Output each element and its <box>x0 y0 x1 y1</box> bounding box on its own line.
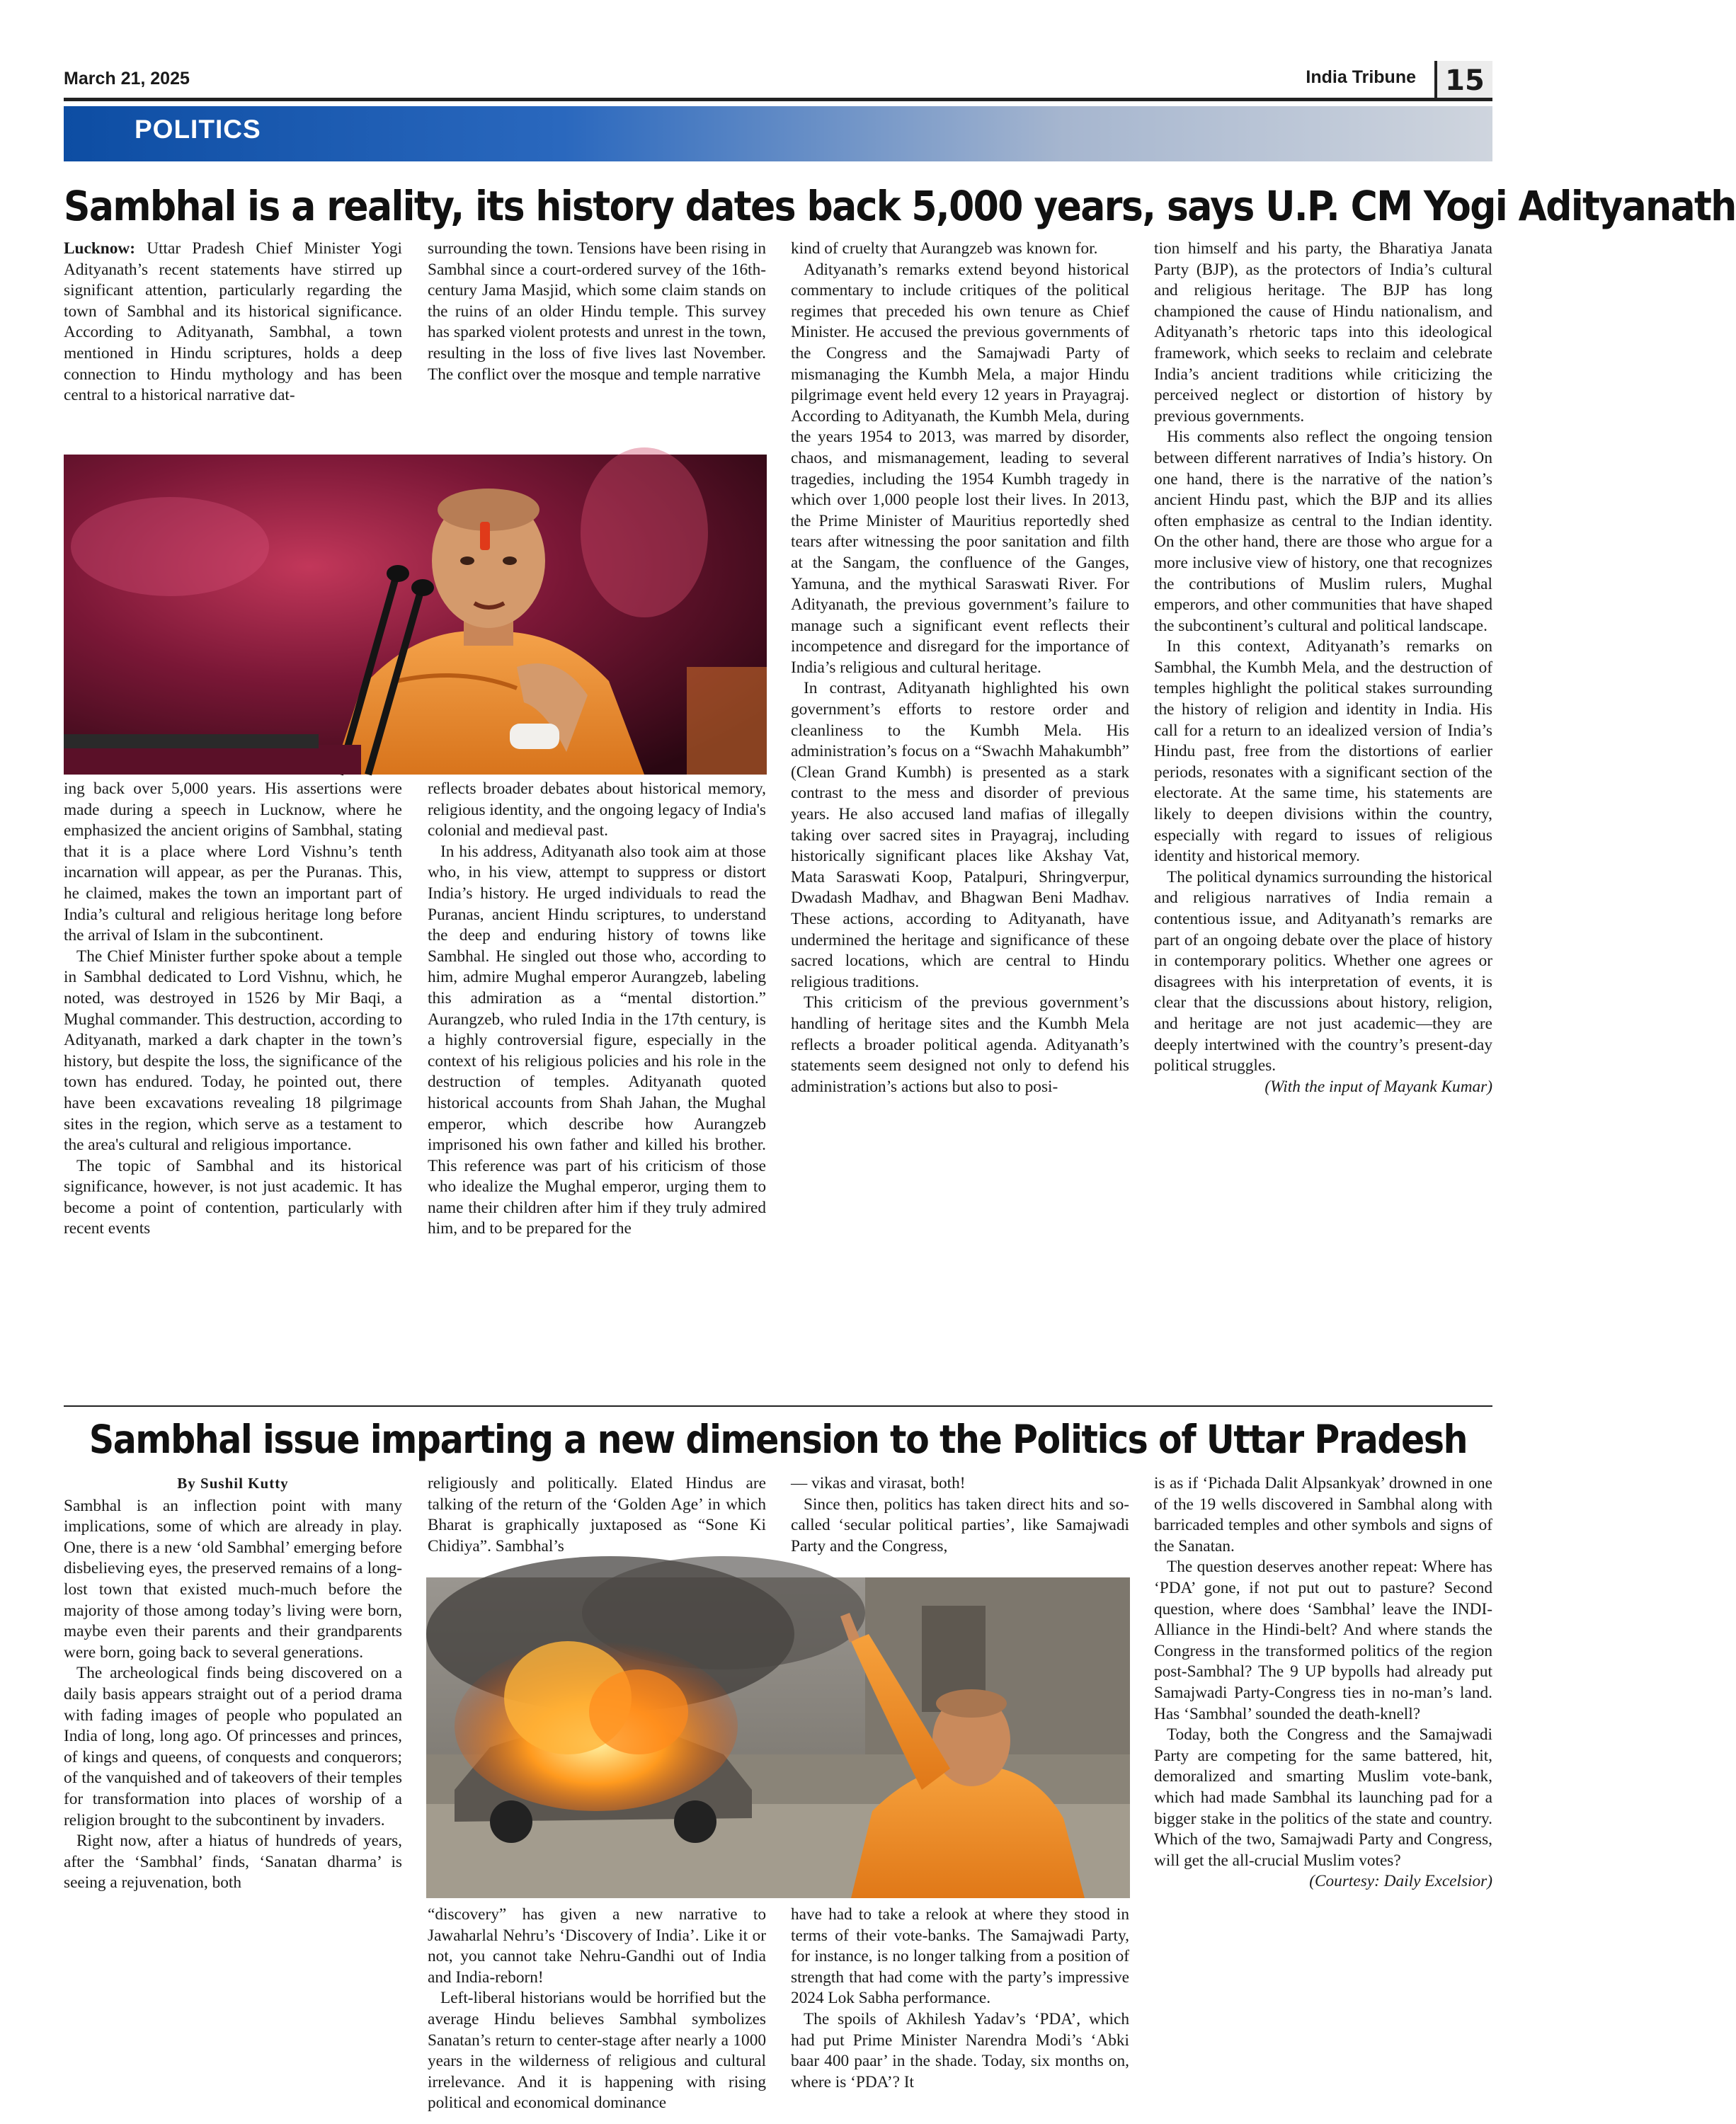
article2-photo-burning-car <box>426 1577 1130 1898</box>
section-banner <box>64 106 1492 161</box>
paragraph: surrounding the town. Tensions have been rising in Sambhal since a court-ordered survey of the 16th-century Jama Masjid, which some claim stands on the ruins of an older Hindu temple. This survey has sparked violent protests and unrest in the town, resulting in the loss of five lives last November. The conflict over the mosque and temple narrative <box>428 239 766 384</box>
paragraph: In contrast, Adityanath highlighted his own government’s efforts to restore order and cleanliness to the Kumbh Mela. His administration’s focus on a “Swachh Mahakumbh” (Clean Grand Kumbh) is presented as a stark contrast to the mess and disorder of previous years. He also accused land mafias of illegally taking over sacred sites in Prayagraj, including historically significant places like Akshay Vat, Mata Saraswati Koop, Patalpuri, Shringverpur, Dwadash Madhav, and Bhagwan Beni Madhav. These actions, according to Adityanath, have undermined the heritage and significance of these sacred locations, which are central to Hindu religious traditions. <box>791 679 1129 991</box>
paragraph: The Chief Minister further spoke about a temple in Sambhal dedicated to Lord Vishnu, which, he noted, was destroyed in 1526 by Mir Baqi, a Mughal commander. This destruction, according to Adityanath, marked a dark chapter in the town’s history, but despite the loss, the significance of the town has endured. Today, he pointed out, there have been excavations revealing 18 pilgrimage sites in the region, which serve as a testament to the area's cultural and religious importance. <box>64 947 402 1155</box>
article-separator <box>64 1405 1492 1407</box>
paragraph: Adityanath’s remarks extend beyond historical commentary to include critiques of the political regimes that preceded his own tenure as Chief Minister. He accused the previous governments of the Congress and the Samajwadi Party of mismanaging the Kumbh Mela, a major Hindu pilgrimage event held every 12 years in Prayagraj. According to Adityanath, the Kumbh Mela, during the years 1954 to 2013, was marred by disorder, chaos, and mismanagement, leading to several tragedies, including the 1954 Kumbh tragedy in which over 1,000 people lost their lives. In 2013, the Prime Minister of Mauritius reportedly shed tears after witnessing the poor sanitation and filth at the Sangam, the confluence of the Ganges, Yamuna, and the mythical Saraswati River. For Adityanath, the previous government’s failure to manage such a significant event reflects their incompetence and disregard for the importance of India’s religious and cultural heritage. <box>791 260 1129 677</box>
article1-lead-text: Uttar Pradesh Chief Minister Yogi Adityanath’s recent statements have stirred up significant attention, particularly regarding the town of Sambhal and its historical significance. According to Adityanath, Sambhal, a town mentioned in Hindu scriptures, holds a deep connection to Hindu mythology and has been central to a historical narrative dat- <box>64 239 402 405</box>
paragraph: The spoils of Akhilesh Yadav’s ‘PDA’, which had put Prime Minister Narendra Modi’s ‘Abki baar 400 paar’ in the shade. Today, six months on, where is ‘PDA’? It <box>791 2009 1129 2091</box>
paragraph: Sambhal is an inflection point with many implications, some of which are already in play. One, there is a new ‘old Sambhal’ emerging before disbelieving eyes, the preserved remains of a long-lost town that existed much-much before the majority of those among today’s living were born, maybe even their parents and their grandparents were born, going back to several generations. <box>64 1496 402 1662</box>
paragraph: In his address, Adityanath also took aim at those who, in his view, attempt to suppress or distort India’s history. He urged individuals to read the Puranas, ancient Hindu scriptures, to understand the deep and enduring history of towns like Sambhal. He singled out those who, according to him, admire Mughal emperor Aurangzeb, labeling this admiration as a “mental distortion.” Aurangzeb, who ruled India in the 17th century, is a highly controversial figure, especially in the context of his religious policies and his role in the destruction of temples. Adityanath quoted historical accounts from Shah Jahan, the Mughal emperor, which describe how Aurangzeb imprisoned his own father and killed his brother. This reference was part of his criticism of those who idealize the Mughal emperor, urging them to name their children after him if they truly admired him, and to be prepared for the <box>428 842 766 1238</box>
paragraph: have had to take a relook at where they stood in terms of their vote-banks. The Samajwadi Party, for instance, is no longer talking from a position of strength that had come with the party’s impressive 2024 Lok Sabha performance. <box>791 1905 1129 2008</box>
article1-dateline: Lucknow: <box>64 239 135 258</box>
paragraph: Left-liberal historians would be horrified but the average Hindu believes Sambhal symbolizes Sanatan’s return to center-stage after nearly a 1000 years in the wilderness of religious and cultural irrelevance. And it is happening with rising political and economical dominance <box>428 1989 766 2113</box>
paragraph: is as if ‘Pichada Dalit Alpsankyak’ drowned in one of the 19 wells discovered in Sambhal along with barricaded temples and other symbols and signs of the Sanatan. <box>1154 1474 1492 1555</box>
paragraph: The topic of Sambhal and its historical significance, however, is not just academic. It has become a point of contention, particularly with recent events <box>64 1156 402 1238</box>
paragraph: His comments also reflect the ongoing tension between different narratives of India’s history. On one hand, there is the narrative of the nation’s ancient Hindu past, which the BJP and its allies often emphasize as central to the Indian identity. On the other hand, there are those who argue for a more inclusive view of history, one that recognizes the contributions of Muslim rulers, Mughal emperors, and other communities that have shaped the subcontinent’s cultural and political landscape. <box>1154 428 1492 635</box>
paragraph: tion himself and his party, the Bharatiya Janata Party (BJP), as the protectors of India’s cultural and religious heritage. The BJP has long championed the cause of Hindu nationalism, and Adityanath’s rhetoric taps into this ideological framework, which seeks to reclaim and celebrate India’s ancient traditions while criticizing the perceived neglect or distortion of history by previous governments. <box>1154 239 1492 426</box>
article2-col2-top <box>428 1473 766 1557</box>
publication-name: India Tribune <box>1306 67 1416 87</box>
paragraph: ing back over 5,000 years. His assertions were made during a speech in Lucknow, where he emphasized the ancient origins of Sambhal, stating that it is a place where Lord Vishnu’s tenth incarnation will appear, as per the Puranas. This, he claimed, makes the town an important part of India’s cultural and religious heritage long before the arrival of Islam in the subcontinent. <box>64 780 402 945</box>
paragraph: religiously and politically. Elated Hindus are talking of the return of the ‘Golden Age’ in which Bharat is graphically juxtaposed as “Sone Ki Chidiya”. Sambhal’s <box>428 1474 766 1555</box>
article1-col1-top <box>64 239 402 406</box>
paragraph: In this context, Adityanath’s remarks on Sambhal, the Kumbh Mela, and the destruction of temples highlight the political stakes surrounding the history of religion and identity in India. His call for a return to an idealized version of India’s Hindu past, free from the distortions of earlier periods, resonates with a significant section of the electorate. At the same time, his statements are likely to deepen divisions within the country, especially with regard to issues of religious identity and historical memory. <box>1154 637 1492 866</box>
article1-col1-bottom <box>64 779 402 1240</box>
article1-photo-speaker <box>64 455 767 775</box>
article1-credit: (With the input of Mayank Kumar) <box>1264 1077 1492 1096</box>
paragraph: Since then, politics has taken direct hits and so-called ‘secular political parties’, like Samajwadi Party and the Congress, <box>791 1495 1129 1555</box>
article2-col1 <box>64 1473 402 1894</box>
article1-lead-paragraph <box>64 239 402 406</box>
article2-credit: (Courtesy: Daily Excelsior) <box>1309 1872 1492 1891</box>
paragraph: kind of cruelty that Aurangzeb was known for. <box>791 239 1098 258</box>
speaker-photo-illustration <box>64 455 767 775</box>
paragraph: The political dynamics surrounding the historical and religious narratives of India remain a contentious issue, and Adityanath’s remarks are part of an ongoing debate over the place of history in contemporary politics. Whether one agrees or disagrees with his interpretation of events, it is clear that the discussions about history, religion, and heritage are not just academic—they are deeply intertwined with the country’s present-day political struggles. <box>1154 867 1492 1075</box>
paragraph: The archeological finds being discovered on a daily basis appears straight out of a period drama with fading images of people who populated an India of long, long ago. Of princesses and princes, of kings and queens, of conquests and conquerors; of the vanquished and of takeovers of their temples for transformation into places of worship of a religion brought to the subcontinent by invaders. <box>64 1664 402 1829</box>
article1-headline: Sambhal is a reality, its history dates back 5,000 years, says U.P. CM Yogi Adityanath <box>64 183 1736 231</box>
article2-headline: Sambhal issue imparting a new dimension to the Politics of Uttar Pradesh <box>88 1417 1468 1463</box>
article2-col4 <box>1154 1473 1492 1892</box>
paragraph: The question deserves another repeat: Where has ‘PDA’ gone, if not put out to pasture? Second question, where does ‘Sambhal’ leave the INDI-Alliance in the Hindi-belt? And where stands the Congress in the transformed politics of the region post-Sambhal? The 9 UP bypolls had already put Samajwadi Party-Congress ties in no-man’s land. Has ‘Sambhal’ sounded the death-knell? <box>1154 1558 1492 1723</box>
header-rule <box>64 98 1492 101</box>
article2-col2-bottom <box>428 1905 766 2114</box>
article1-col2-top <box>428 239 766 385</box>
paragraph: This criticism of the previous government’s handling of heritage sites and the Kumbh Mela reflects a broader political agenda. Adityanath’s statements seem designed not only to defend his administration’s actions but also to posi- <box>791 993 1129 1096</box>
article2-col3-top <box>791 1473 1129 1557</box>
paragraph: reflects broader debates about historical memory, religious identity, and the ongoing legacy of India's colonial and medieval past. <box>428 780 766 840</box>
article2-byline: By Sushil Kutty <box>177 1475 289 1492</box>
section-label: POLITICS <box>135 115 261 144</box>
paragraph: “discovery” has given a new narrative to Jawaharlal Nehru’s ‘Discovery of India’. Like it or not, you cannot take Nehru-Gandhi out of India and India-reborn! <box>428 1905 766 1987</box>
article2-col3-bottom <box>791 1905 1129 2093</box>
article1-col2-bottom <box>428 779 766 1240</box>
issue-date: March 21, 2025 <box>64 69 190 88</box>
page-number: 15 <box>1434 61 1492 101</box>
article1-col4 <box>1154 239 1492 1097</box>
paragraph: Today, both the Congress and the Samajwadi Party are competing for the same battered, hit, demoralized and smarting Muslim vote-bank, which had made Sambhal its launching pad for a bigger stake in the politics of the state and country. Which of the two, Samajwadi Party and Congress, will get the all-crucial Muslim votes? <box>1154 1725 1492 1870</box>
burning-car-photo-illustration <box>426 1577 1130 1898</box>
article1-col3 <box>791 239 1129 1097</box>
paragraph: — vikas and virasat, both! <box>791 1474 966 1492</box>
paragraph: Right now, after a hiatus of hundreds of years, after the ‘Sambhal’ finds, ‘Sanatan dharma’ is seeing a rejuvenation, both <box>64 1832 402 1892</box>
